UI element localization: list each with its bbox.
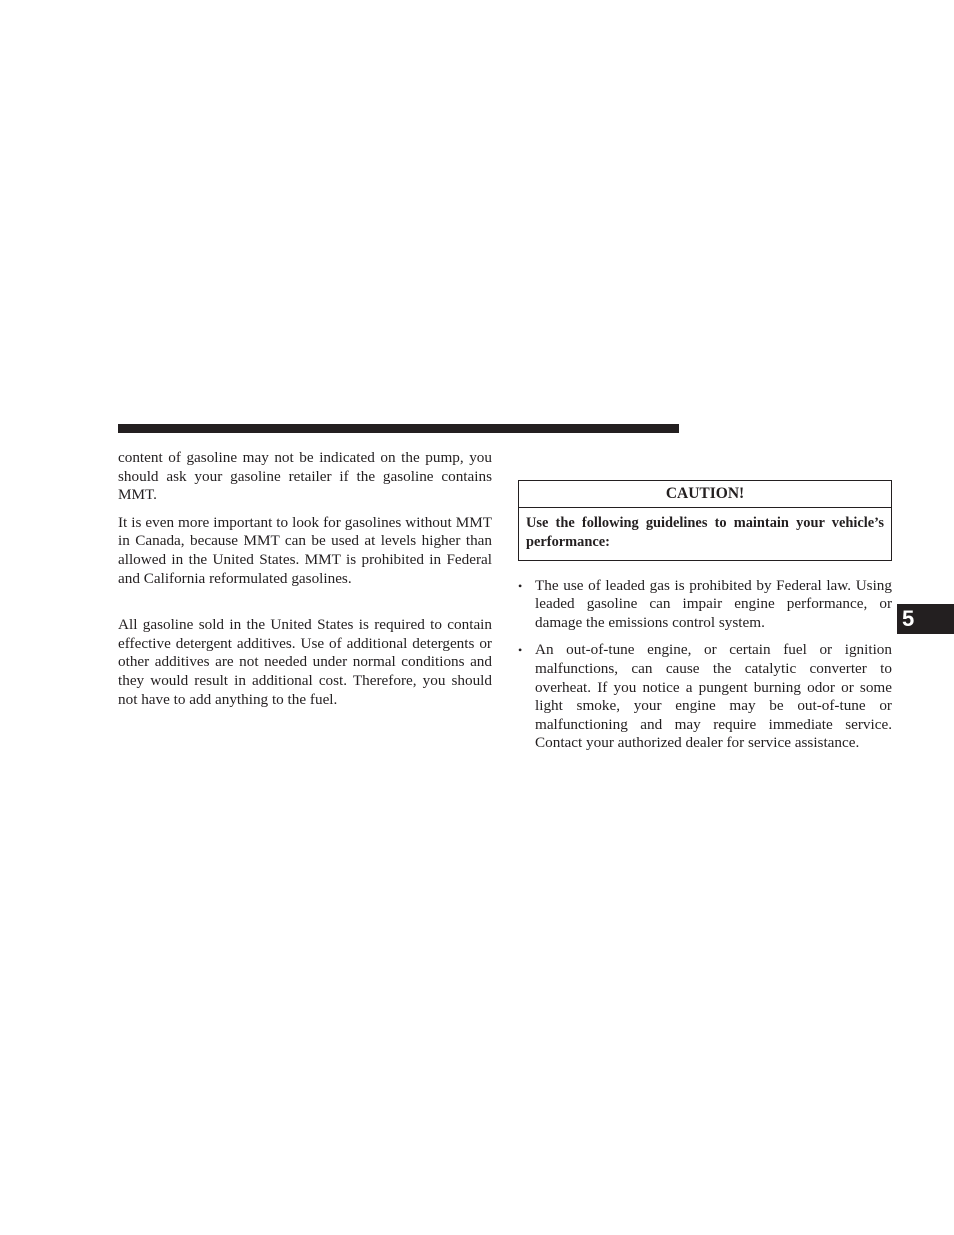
right-column [518, 480, 892, 753]
list-item [518, 577, 892, 633]
list-item [518, 641, 892, 753]
paragraph-mmt-pump: content of gasoline may not be indicated on the pump, you should ask your gasoline retailer if the gasoline contains MMT. [118, 449, 492, 504]
caution-list [518, 577, 892, 753]
paragraph-mmt-canada: It is even more important to look for gasolines without MMT in Canada, because MMT can be used at levels higher than allowed in the United States. MMT is prohibited in Federal and California reformulated gasolines. [118, 513, 492, 587]
chapter-number: 5 [902, 606, 915, 631]
section-header-rule [118, 424, 679, 433]
bullet-dot-icon: • [518, 643, 523, 658]
caution-intro: Use the following guidelines to maintain your vehicle’s performance: [526, 514, 884, 550]
list-item-text: The use of leaded gas is prohibited by Federal law. Using leaded gasoline can impair engine performance, or damage the emissions control system. [535, 576, 892, 631]
caution-box [518, 480, 892, 561]
caution-title: CAUTION! [519, 481, 891, 508]
bullet-dot-icon: • [518, 578, 523, 593]
paragraph-detergent-additives: All gasoline sold in the United States is required to contain effective detergent additives. Use of additional detergents or other additives are not needed under normal conditions and they would result in additional cost. Therefore, you should not have to add anything to the fuel. [118, 616, 492, 708]
list-item-text: An out-of-tune engine, or certain fuel or ignition malfunctions, can cause the catalytic converter to overheat. If you notice a pungent burning odor or some light smoke, your engine may be out-of-tune or malfunctioning and may require immediate service. Contact your authorized dealer for service assistance. [535, 641, 892, 752]
left-column [118, 449, 492, 709]
chapter-tab [897, 604, 954, 634]
